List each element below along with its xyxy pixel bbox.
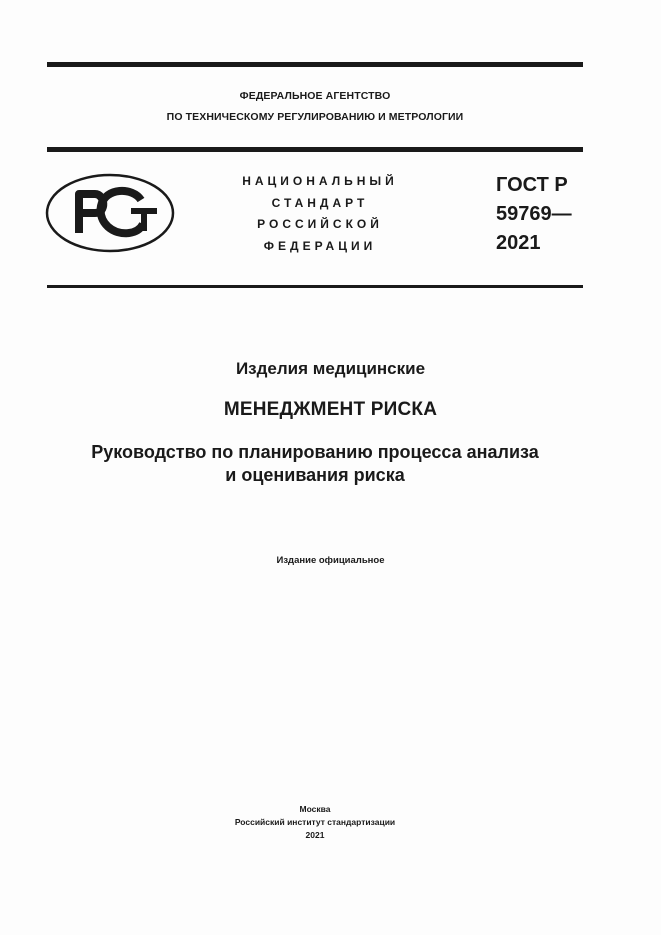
document-title: МЕНЕДЖМЕНТ РИСКА (223, 399, 438, 420)
subtitle-line-1: Руководство по планированию процесса анализа (91, 442, 539, 462)
standard-type-line-2: СТАНДАРТ (271, 195, 369, 210)
bottom-rule (47, 285, 583, 288)
imprint-year: 2021 (305, 830, 325, 840)
gost-r-mark-icon (45, 173, 175, 253)
standard-type-line-1: НАЦИОНАЛЬНЫЙ (242, 174, 398, 188)
standard-designation (496, 171, 616, 258)
imprint-publisher: Российский институт стандартизации (234, 817, 396, 827)
agency-line-2: ПО ТЕХНИЧЕСКОМУ РЕГУЛИРОВАНИЮ И МЕТРОЛОГИИ (166, 111, 464, 123)
edition-note: Издание официальное (276, 555, 385, 566)
designation-line-3: 2021 (496, 232, 541, 254)
standard-type-block (225, 171, 415, 257)
standard-type-line-3: РОССИЙСКОЙ (257, 217, 383, 231)
imprint-block (0, 803, 630, 842)
subtitle-line-2: и оценивания риска (225, 465, 405, 485)
agency-line-1: ФЕДЕРАЛЬНОЕ АГЕНТСТВО (239, 90, 391, 102)
designation-line-2: 59769— (496, 203, 572, 225)
imprint-city: Москва (299, 804, 331, 814)
middle-rule (47, 147, 583, 152)
document-subtitle (30, 441, 600, 487)
designation-line-1: ГОСТ Р (496, 174, 568, 196)
document-subject: Изделия медицинские (235, 359, 426, 378)
standard-type-line-4: ФЕДЕРАЦИИ (263, 238, 377, 253)
top-rule (47, 62, 583, 67)
